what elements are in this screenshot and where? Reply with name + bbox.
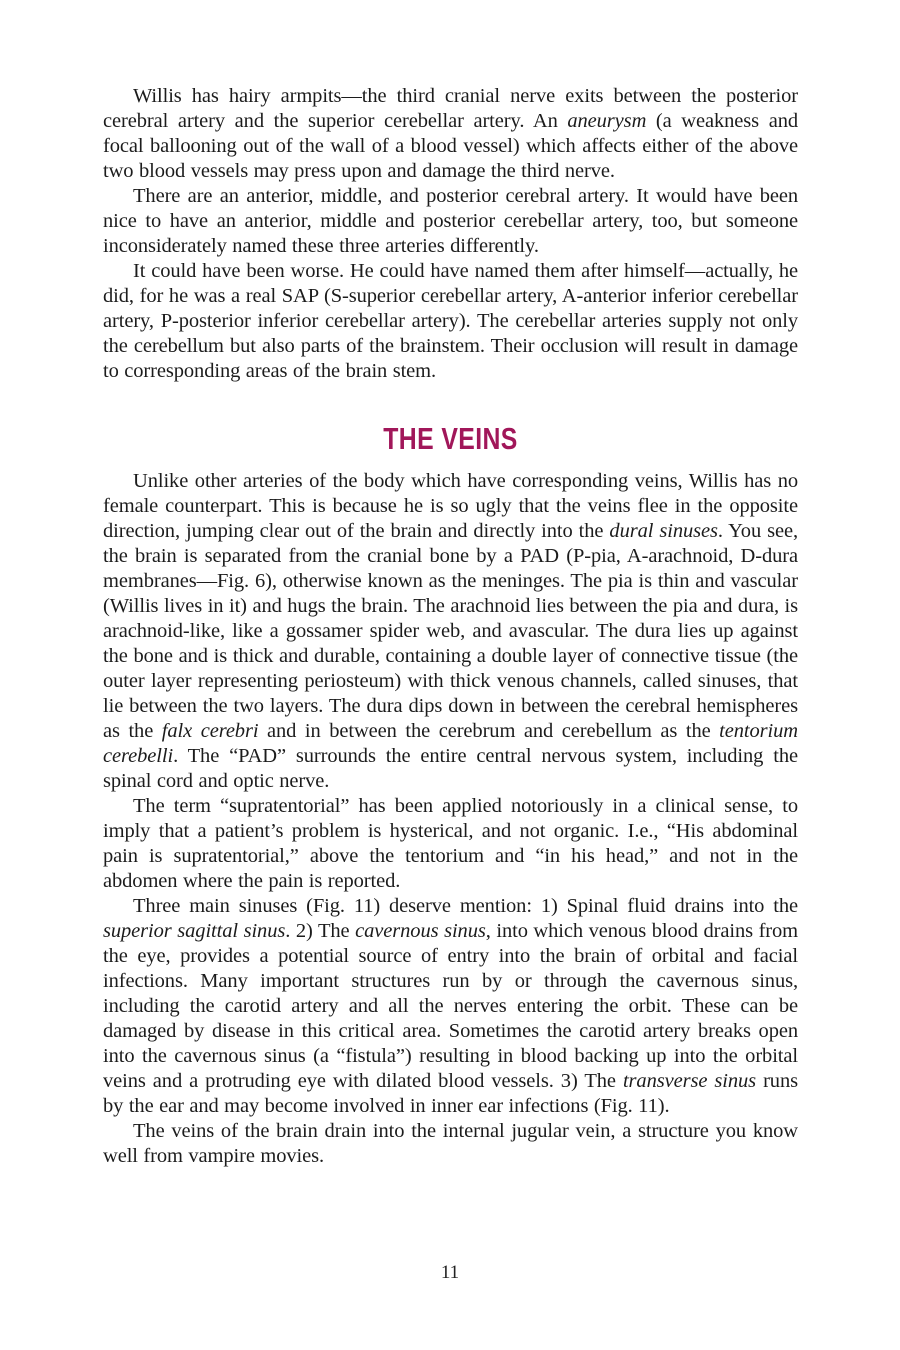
- paragraph: It could have been worse. He could have named them after himself—actually, he did, for he was a real SAP (S-superior cerebellar artery, A-anterior inferior cerebellar artery, P-posterior inferior cerebellar artery). The cerebellar arteries supply not only the cerebellum but also parts of the brainstem. Their occlusion will result in damage to corresponding areas of the brain stem.: [103, 260, 798, 382]
- paragraph: There are an anterior, middle, and posterior cerebral artery. It would have been nice to have an anterior, middle and posterior cerebellar artery, too, but someone inconsiderately named these three arteries differently.: [103, 185, 798, 257]
- paragraph: The veins of the brain drain into the internal jugular vein, a structure you know well from vampire movies.: [103, 1120, 798, 1167]
- paragraph: Willis has hairy armpits—the third cranial nerve exits between the posterior cerebral artery and the superior cerebellar artery. An aneurysm (a weakness and focal ballooning out of the wall of a blood vessel) which affects either of the above two blood vessels may press upon and damage the third nerve.: [103, 85, 798, 182]
- paragraph: Unlike other arteries of the body which have corresponding veins, Willis has no female counterpart. This is because he is so ugly that the veins flee in the opposite direction, jumping clear out of the brain and directly into the dural sinuses. You see, the brain is separated from the cranial bone by a PAD (P-pia, A-arachnoid, D-dura membranes—Fig. 6), otherwise known as the meninges. The pia is thin and vascular (Willis lives in it) and hugs the brain. The arachnoid lies between the pia and dura, is arachnoid-like, like a gossamer spider web, and avascular. The dura lies up against the bone and is thick and durable, containing a double layer of connective tissue (the outer layer representing periosteum) with thick venous channels, called sinuses, that lie between the two layers. The dura dips down in between the cerebral hemispheres as the falx cerebri and in between the cerebrum and cerebellum as the tentorium cerebelli. The “PAD” surrounds the entire central nervous system, including the spinal cord and optic nerve.: [103, 470, 798, 792]
- page-number: 11: [440, 1262, 460, 1283]
- paragraph: Three main sinuses (Fig. 11) deserve mention: 1) Spinal fluid drains into the superior sagittal sinus. 2) The cavernous sinus, into which venous blood drains from the eye, provides a potential source of entry into the brain of orbital and facial infections. Many important structures run by or through the cavernous sinus, including the carotid artery and all the nerves entering the orbit. These can be damaged by disease in this critical area. Sometimes the carotid artery breaks open into the cavernous sinus (a “fistula”) resulting in blood backing up into the orbital veins and a protruding eye with dilated blood vessels. 3) The transverse sinus runs by the ear and may become involved in inner ear infections (Fig. 11).: [103, 895, 799, 1117]
- text-block: [103, 84, 798, 1169]
- paragraph: The term “supratentorial” has been applied notoriously in a clinical sense, to imply that a patient’s problem is hysterical, and not organic. I.e., “His abdominal pain is supratentorial,” above the tentorium and “in his head,” and not in the abdomen where the pain is reported.: [103, 795, 798, 892]
- section-heading: THE VEINS: [383, 421, 518, 456]
